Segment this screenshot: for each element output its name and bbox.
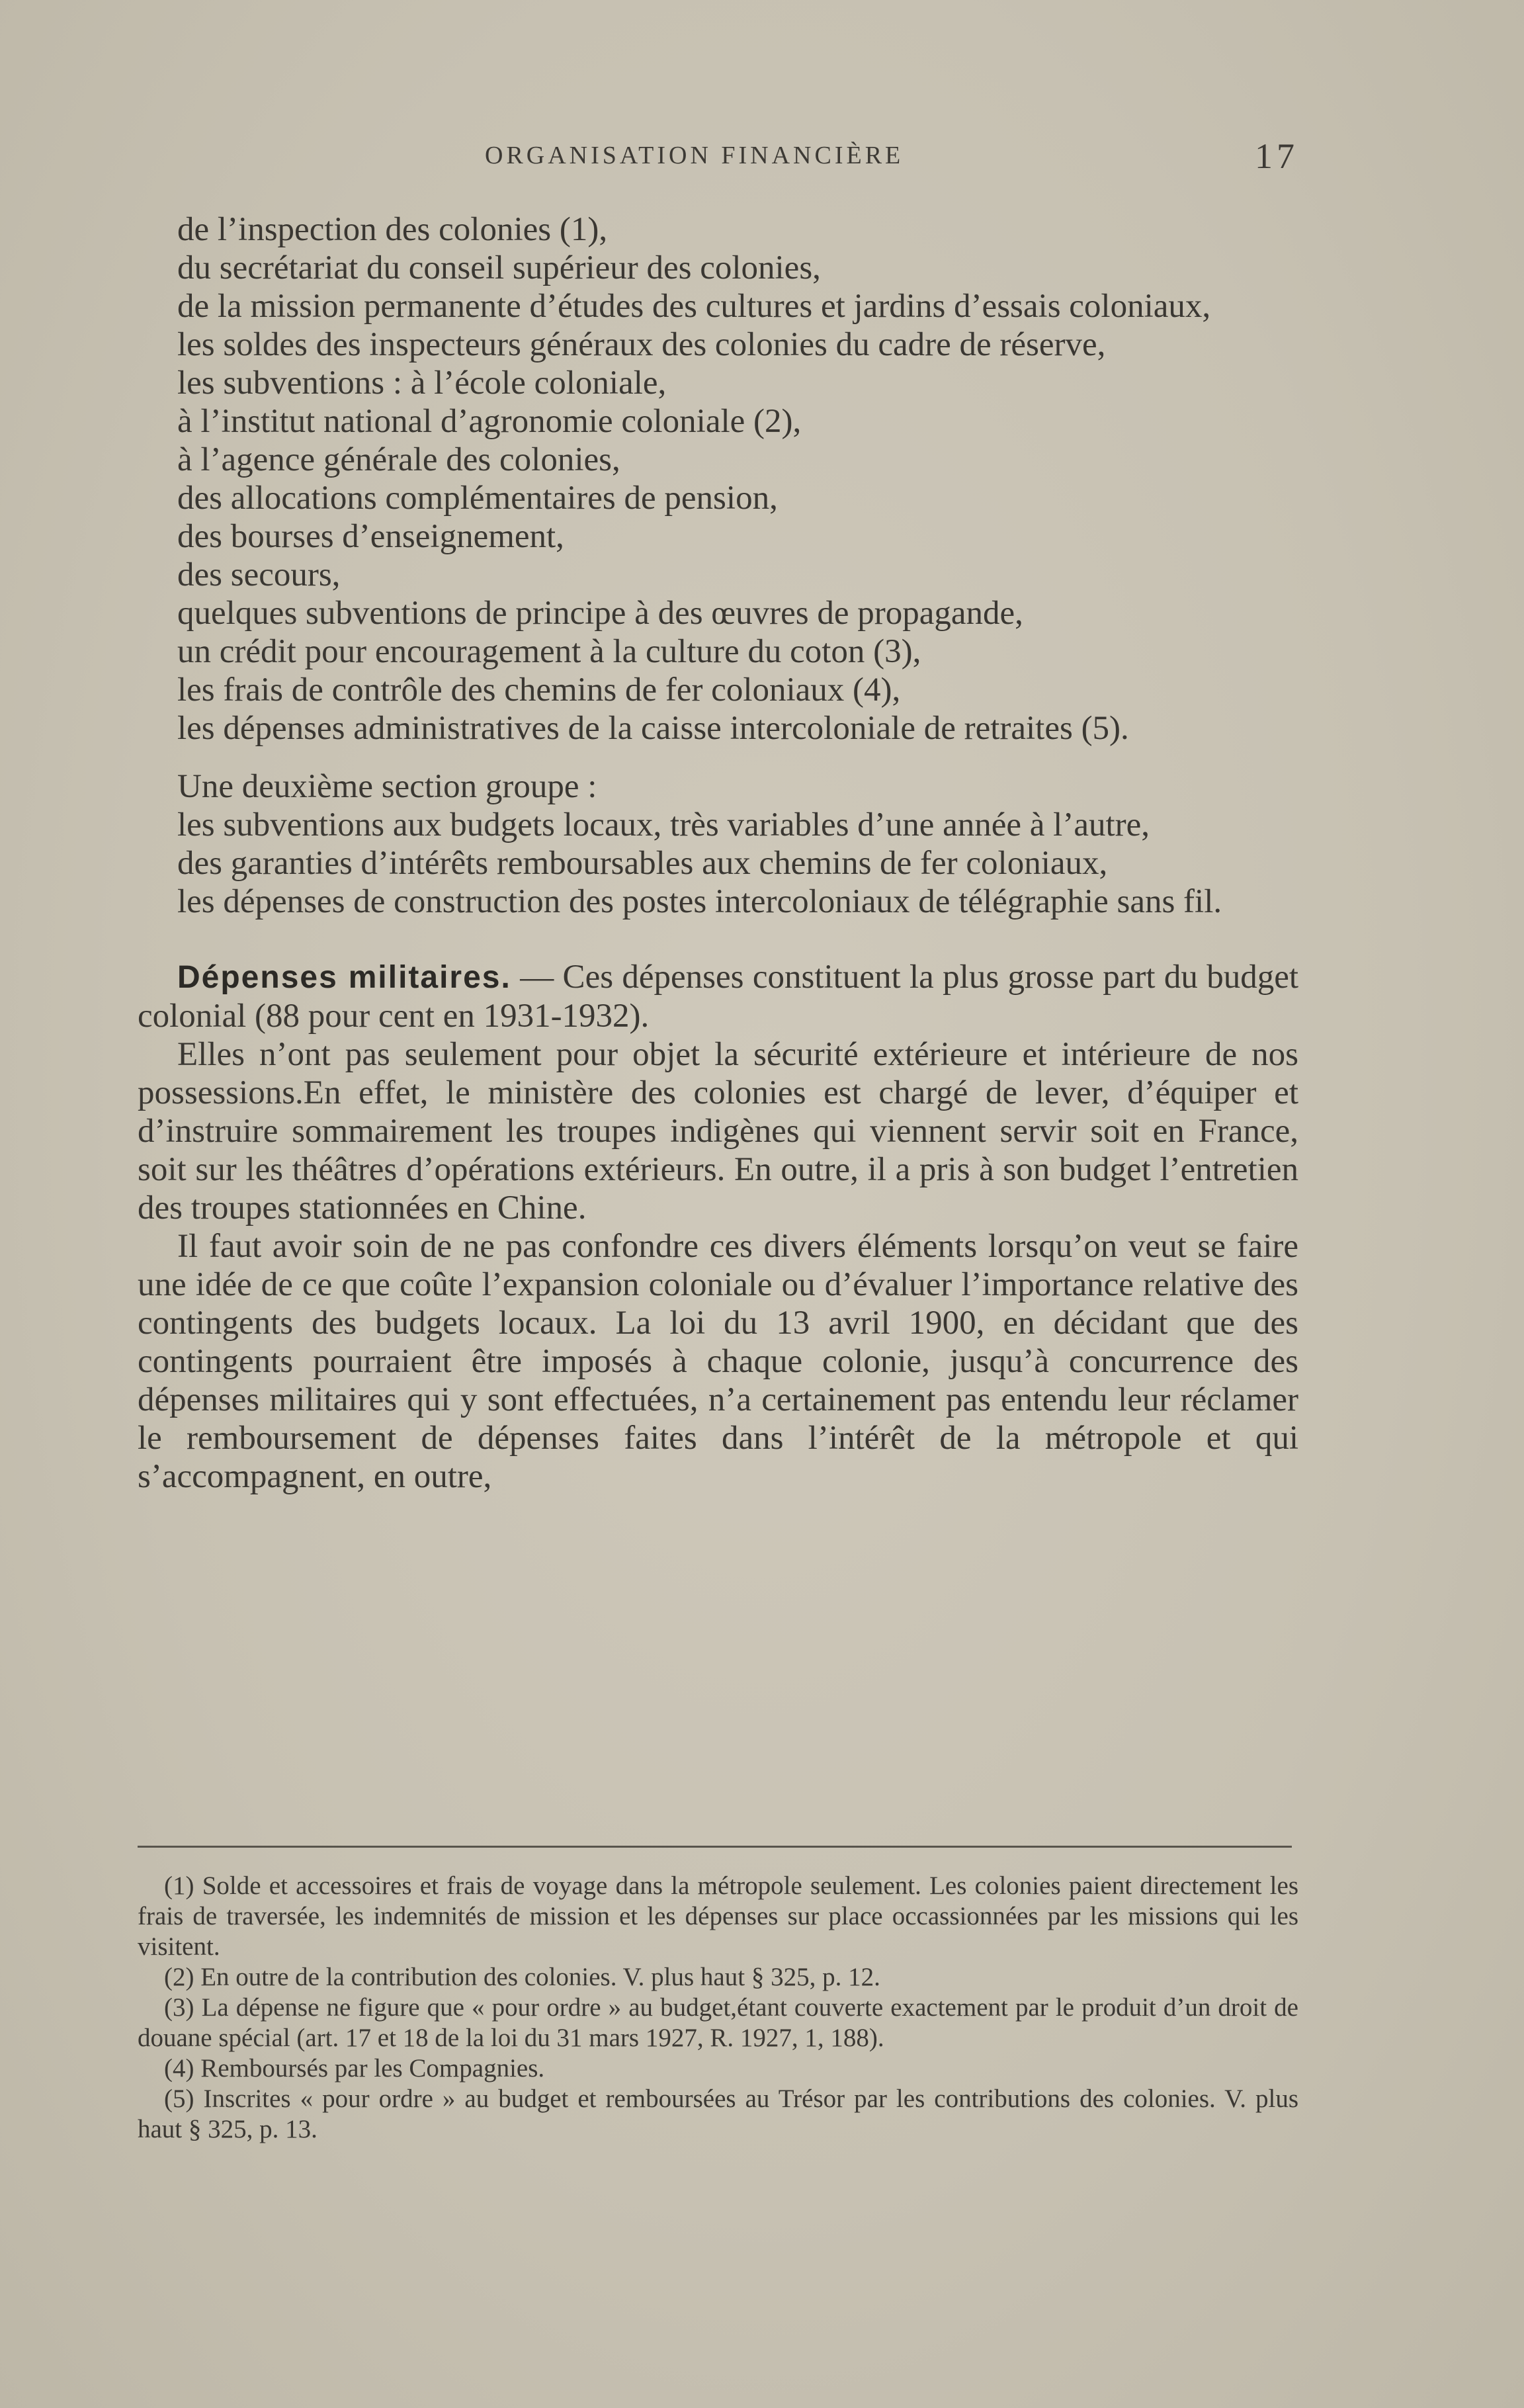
- list-item: de la mission permanente d’études des cultures et jardins d’essais coloniaux,: [177, 288, 1211, 325]
- list-item: les dépenses de construction des postes intercoloniaux de télégraphie sans fil.: [177, 883, 1222, 920]
- list-item: à l’agence générale des colonies,: [177, 441, 620, 478]
- section-heading: Dépenses militaires.: [177, 960, 511, 995]
- paragraph-text: — Ces dépenses constituent la plus grosse part du budget colonial (88 pour cent en 1931-1932).: [138, 959, 1298, 1035]
- list-item: quelques subventions de principe à des œuvres de propagande,: [177, 595, 1023, 632]
- footnote-3: (3) La dépense ne figure que « pour ordre » au budget,étant couverte exactement par le produit d’un droit de douane spécial (art. 17 et 18 de la loi du 31 mars 1927, R. 1927, 1, 188).: [138, 1993, 1298, 2052]
- list-item: un crédit pour encouragement à la culture du coton (3),: [177, 633, 921, 670]
- list-item: des allocations complémentaires de pension,: [177, 480, 778, 517]
- list-item: des bourses d’enseignement,: [177, 518, 564, 555]
- footnote-4: (4) Remboursés par les Compagnies.: [164, 2054, 545, 2083]
- list-item: les dépenses administratives de la caisse intercoloniale de retraites (5).: [177, 710, 1129, 747]
- list-item: de l’inspection des colonies (1),: [177, 211, 608, 248]
- list-item: les soldes des inspecteurs généraux des colonies du cadre de réserve,: [177, 326, 1106, 363]
- main-text: [138, 210, 1298, 1496]
- list-item: les subventions aux budgets locaux, très variables d’une année à l’autre,: [177, 806, 1150, 843]
- list-item: des garanties d’intérêts remboursables aux chemins de fer coloniaux,: [177, 845, 1108, 882]
- page-header: [138, 136, 1298, 175]
- military-paragraph-3: Il faut avoir soin de ne pas confondre ces divers éléments lorsqu’on veut se faire une idée de ce que coûte l’expansion coloniale ou d’évaluer l’importance relative des contingents des budgets locaux. La loi du 13 avril 1900, en décidant que des contingents pourraient être imposés à chaque colonie, jusqu’à concurrence des dépenses militaires qui y sont effectuées, n’a certainement pas entendu leur réclamer le remboursement de dépenses faites dans l’intérêt de la métropole et qui s’accompagnent, en outre,: [138, 1228, 1298, 1495]
- page-number: 17: [1255, 136, 1298, 176]
- list-item: des secours,: [177, 556, 341, 593]
- list-item: du secrétariat du conseil supérieur des colonies,: [177, 249, 821, 286]
- military-paragraph-2: Elles n’ont pas seulement pour objet la sécurité extérieure et intérieure de nos possessions.En effet, le ministère des colonies est chargé de lever, d’équiper et d’instruire sommairement les troupes indigènes qui viennent servir soit en France, soit sur les théâtres d’opérations extérieurs. En outre, il a pris à son budget l’entretien des troupes stationnées en Chine.: [138, 1036, 1298, 1226]
- footnote-5: (5) Inscrites « pour ordre » au budget et remboursées au Trésor par les contributions des colonies. V. plus haut § 325, p. 13.: [138, 2085, 1298, 2143]
- footnote-1: (1) Solde et accessoires et frais de voyage dans la métropole seulement. Les colonies paient directement les frais de traversée, les indemnités de mission et les dépenses sur place occassionnées par les missions qui les visitent.: [138, 1871, 1298, 1961]
- footnote-2: (2) En outre de la contribution des colonies. V. plus haut § 325, p. 12.: [164, 1963, 880, 1991]
- footnote-divider: [138, 1846, 1292, 1848]
- list-item: les frais de contrôle des chemins de fer coloniaux (4),: [177, 671, 901, 709]
- military-paragraph-1: [138, 958, 1298, 1035]
- section-intro: Une deuxième section groupe :: [177, 768, 597, 805]
- running-title: ORGANISATION FINANCIÈRE: [485, 142, 904, 169]
- list-item: à l’institut national d’agronomie coloniale (2),: [177, 403, 802, 440]
- footnotes: [138, 1871, 1298, 2145]
- list-item: les subventions : à l’école coloniale,: [177, 365, 667, 402]
